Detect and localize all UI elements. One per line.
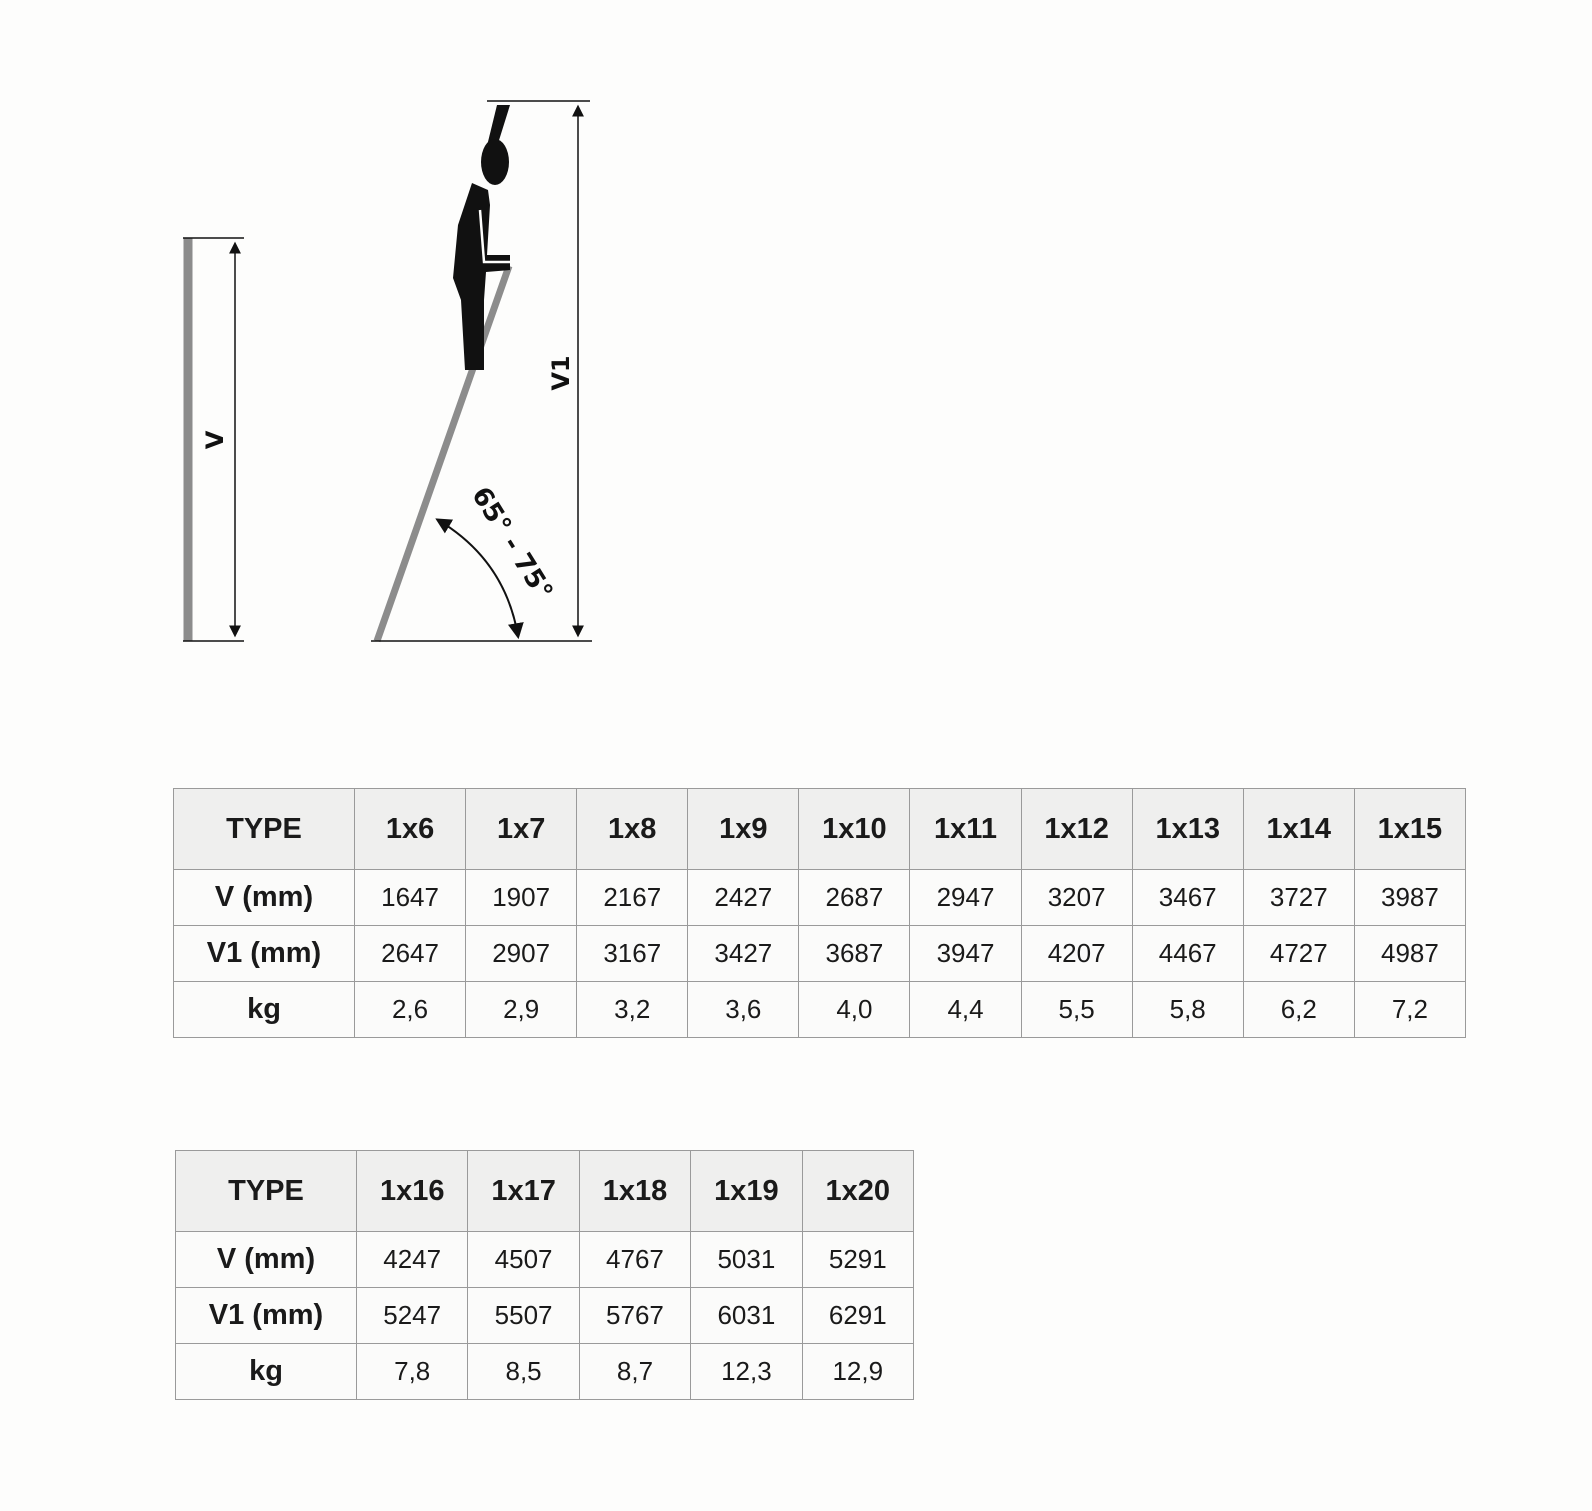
table-cell: 3207 xyxy=(1021,870,1132,926)
v1-mm-row xyxy=(176,1288,914,1344)
type-row xyxy=(176,1151,914,1232)
table-cell: 1647 xyxy=(355,870,466,926)
type-header-cell: 1x6 xyxy=(355,789,466,870)
table-cell: 3,6 xyxy=(688,982,799,1038)
table-cell: 4467 xyxy=(1132,926,1243,982)
angle-indicator xyxy=(438,482,558,636)
table-cell: 8,5 xyxy=(468,1344,579,1400)
table-cell: 4767 xyxy=(579,1232,690,1288)
type-header-cell: 1x7 xyxy=(466,789,577,870)
kg-row xyxy=(174,982,1466,1038)
table-cell: 7,8 xyxy=(357,1344,468,1400)
spec-table-2 xyxy=(175,1150,914,1400)
type-header-cell: 1x17 xyxy=(468,1151,579,1232)
angle-label: 65° - 75° xyxy=(465,481,559,606)
table-cell: 4507 xyxy=(468,1232,579,1288)
row-label: TYPE xyxy=(176,1151,357,1232)
type-header-cell: 1x9 xyxy=(688,789,799,870)
table-cell: 3987 xyxy=(1354,870,1465,926)
table-cell: 2647 xyxy=(355,926,466,982)
table-cell: 3467 xyxy=(1132,870,1243,926)
type-header-cell: 1x18 xyxy=(579,1151,690,1232)
table-cell: 2687 xyxy=(799,870,910,926)
type-header-cell: 1x15 xyxy=(1354,789,1465,870)
table-cell: 4,4 xyxy=(910,982,1021,1038)
table-cell: 5291 xyxy=(802,1232,913,1288)
row-label: V (mm) xyxy=(176,1232,357,1288)
type-header-cell: 1x11 xyxy=(910,789,1021,870)
type-row xyxy=(174,789,1466,870)
type-header-cell: 1x19 xyxy=(691,1151,802,1232)
table-cell: 3427 xyxy=(688,926,799,982)
row-label: kg xyxy=(176,1344,357,1400)
table-cell: 2947 xyxy=(910,870,1021,926)
table-cell: 4987 xyxy=(1354,926,1465,982)
table-cell: 5767 xyxy=(579,1288,690,1344)
table-cell: 5,8 xyxy=(1132,982,1243,1038)
type-header-cell: 1x20 xyxy=(802,1151,913,1232)
table-cell: 2427 xyxy=(688,870,799,926)
table-cell: 12,3 xyxy=(691,1344,802,1400)
spec-table-1 xyxy=(173,788,1466,1038)
table-cell: 1907 xyxy=(466,870,577,926)
table-cell: 2907 xyxy=(466,926,577,982)
ladder-dimension-diagram xyxy=(0,0,700,680)
table-cell: 12,9 xyxy=(802,1344,913,1400)
dimension-v-label: V xyxy=(201,430,229,450)
table-cell: 3,2 xyxy=(577,982,688,1038)
table-cell: 3687 xyxy=(799,926,910,982)
table-cell: 2,9 xyxy=(466,982,577,1038)
table-cell: 3167 xyxy=(577,926,688,982)
table-cell: 4727 xyxy=(1243,926,1354,982)
type-header-cell: 1x8 xyxy=(577,789,688,870)
row-label: V (mm) xyxy=(174,870,355,926)
ladder-leaning xyxy=(377,266,509,641)
type-header-cell: 1x10 xyxy=(799,789,910,870)
table-cell: 2,6 xyxy=(355,982,466,1038)
v-mm-row xyxy=(176,1232,914,1288)
table-cell: 4,0 xyxy=(799,982,910,1038)
table-cell: 6291 xyxy=(802,1288,913,1344)
type-header-cell: 1x12 xyxy=(1021,789,1132,870)
v1-mm-row xyxy=(174,926,1466,982)
table-cell: 3947 xyxy=(910,926,1021,982)
dimension-v1-label: V1 xyxy=(547,355,575,391)
row-label: kg xyxy=(174,982,355,1038)
row-label: V1 (mm) xyxy=(176,1288,357,1344)
table-cell: 3727 xyxy=(1243,870,1354,926)
type-header-cell: 1x14 xyxy=(1243,789,1354,870)
v-mm-row xyxy=(174,870,1466,926)
kg-row xyxy=(176,1344,914,1400)
type-header-cell: 1x13 xyxy=(1132,789,1243,870)
table-cell: 5,5 xyxy=(1021,982,1132,1038)
row-label: TYPE xyxy=(174,789,355,870)
table-cell: 5031 xyxy=(691,1232,802,1288)
table-cell: 4207 xyxy=(1021,926,1132,982)
table-cell: 7,2 xyxy=(1354,982,1465,1038)
table-cell: 5247 xyxy=(357,1288,468,1344)
table-cell: 2167 xyxy=(577,870,688,926)
table-cell: 5507 xyxy=(468,1288,579,1344)
type-header-cell: 1x16 xyxy=(357,1151,468,1232)
table-cell: 8,7 xyxy=(579,1344,690,1400)
row-label: V1 (mm) xyxy=(174,926,355,982)
table-cell: 4247 xyxy=(357,1232,468,1288)
table-cell: 6,2 xyxy=(1243,982,1354,1038)
person-climbing-icon xyxy=(453,105,512,370)
table-cell: 6031 xyxy=(691,1288,802,1344)
